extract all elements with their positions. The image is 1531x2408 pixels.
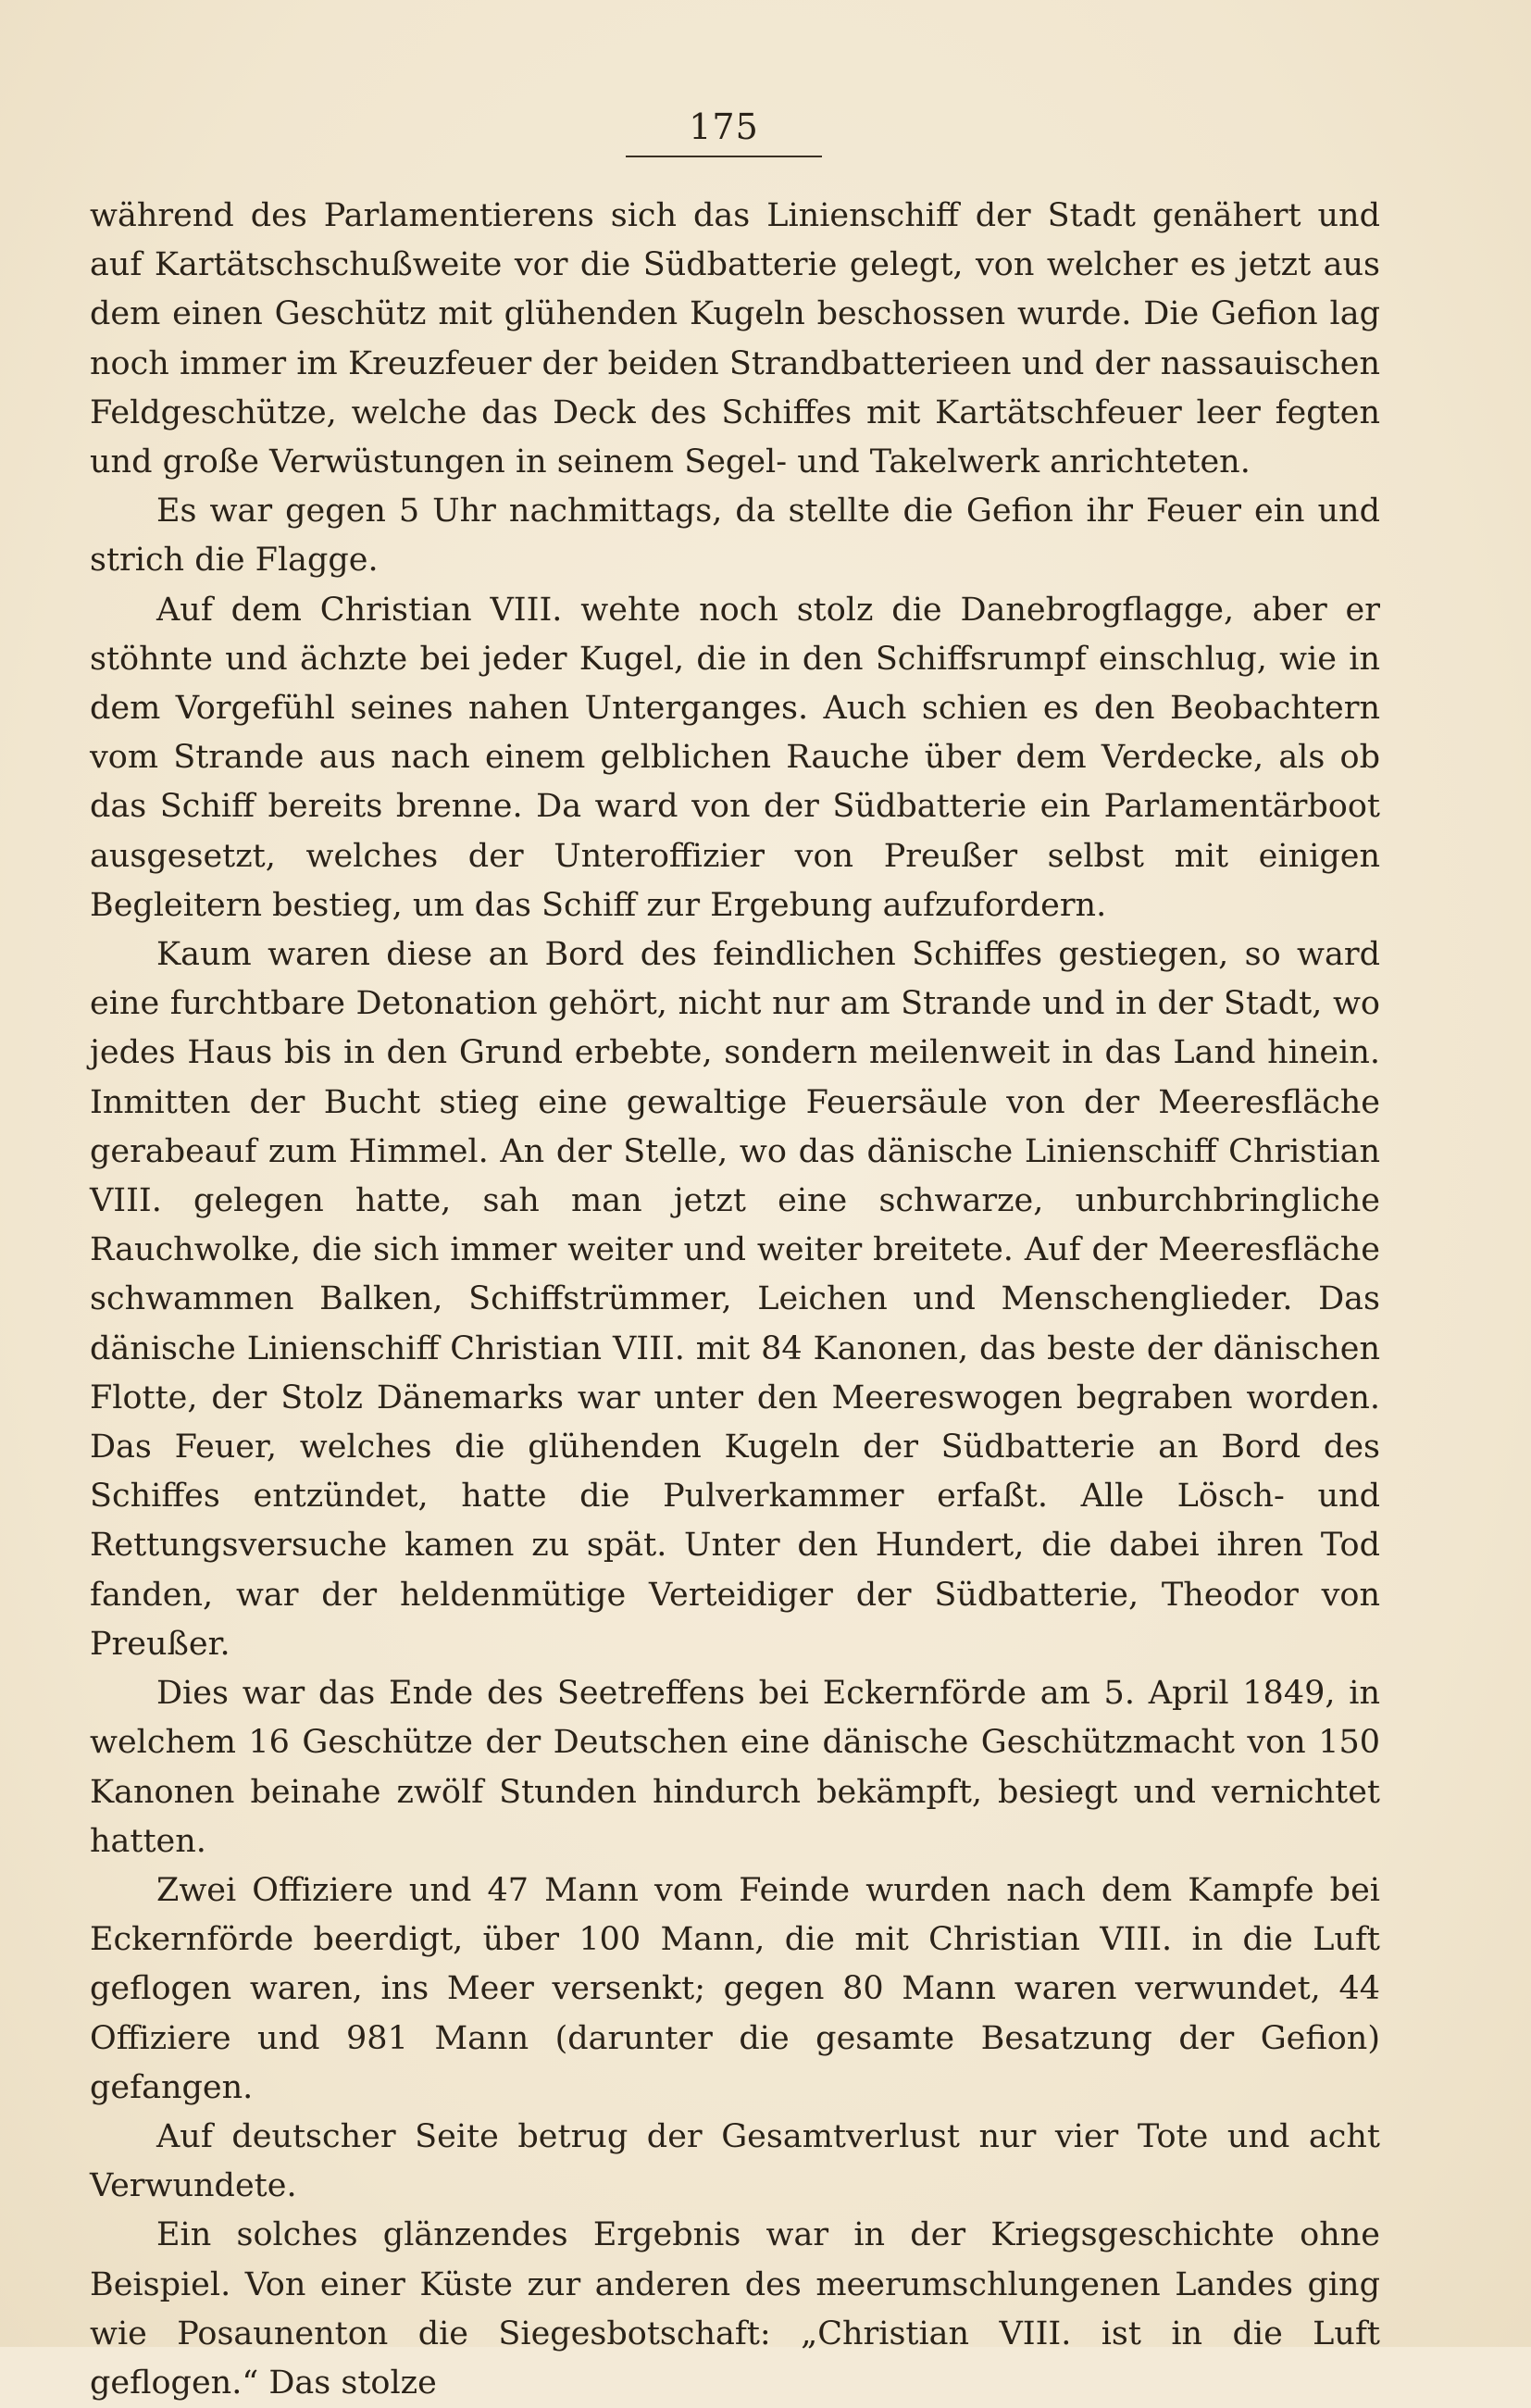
paragraph: Kaum waren diese an Bord des feindlichen Schiffes gestiegen, so ward eine furchtbare Detonation gehört, nicht nur am Strande und in der Stadt, wo jedes Haus bis in den Grund erbebte, sondern meilenweit in das Land hinein. Inmitten der Bucht stieg eine gewaltige Feuersäule von der Meeresfläche gerabeauf zum Himmel. An der Stelle, wo das dänische Linienschiff Christian VIII. gelegen hatte, sah man jetzt eine schwarze, unburchbringliche Rauchwolke, die sich immer weiter und weiter breitete. Auf der Meeresfläche schwammen Balken, Schiffstrümmer, Leichen und Menschenglieder. Das dänische Linienschiff Christian VIII. mit 84 Kanonen, das beste der dänischen Flotte, der Stolz Dänemarks war unter den Meereswogen begraben worden. Das Feuer, welches die glühenden Kugeln der Südbatterie an Bord des Schiffes entzündet, hatte die Pulverkammer erfaßt. Alle Lösch- und Rettungsversuche kamen zu spät. Unter den Hundert, die dabei ihren Tod fanden, war der heldenmütige Verteidiger der Südbatterie, Theodor von Preußer.	[90, 936, 1380, 1663]
paragraph: Auf deutscher Seite betrug der Gesamtverlust nur vier Tote und acht Verwundete.	[90, 2117, 1380, 2205]
paragraph: Ein solches glänzendes Ergebnis war in der Kriegsgeschichte ohne Beispiel. Von einer Küste zur anderen des meerumschlungenen Landes ging wie Posaunenton die Siegesbotschaft: „Christian VIII. ist in die Luft geflogen.“ Das stolze	[90, 2216, 1380, 2402]
paragraph: Auf dem Christian VIII. wehte noch stolz die Danebrogflagge, aber er stöhnte und ächzte bei jeder Kugel, die in den Schiffsrumpf einschlug, wie in dem Vorgefühl seines nahen Unterganges. Auch schien es den Beobachtern vom Strande aus nach einem gelblichen Rauche über dem Verdecke, als ob das Schiff bereits brenne. Da ward von der Südbatterie ein Parlamentärboot ausgesetzt, welches der Unteroffizier von Preußer selbst mit einigen Begleitern bestieg, um das Schiff zur Ergebung aufzufordern.	[90, 591, 1380, 924]
paragraph: Zwei Offiziere und 47 Mann vom Feinde wurden nach dem Kampfe bei Eckernförde beerdigt, über 100 Mann, die mit Christian VIII. in die Luft geflogen waren, ins Meer versenkt; gegen 80 Mann waren verwundet, 44 Offiziere und 981 Mann (darunter die gesamte Besatzung der Gefion) gefangen.	[90, 1871, 1380, 2106]
paragraph-continuation: während des Parlamentierens sich das Linienschiff der Stadt genähert und auf Kartätschschußweite vor die Südbatterie gelegt, von welcher es jetzt aus dem einen Geschütz mit glühenden Kugeln beschossen wurde. Die Gefion lag noch immer im Kreuzfeuer der beiden Strandbatterieen und der nassauischen Feldgeschütze, welche das Deck des Schiffes mit Kartätschfeuer leer fegten und große Verwüstungen in seinem Segel- und Takelwerk anrichteten.	[90, 197, 1380, 481]
page-number: 175	[689, 106, 759, 147]
page-header	[626, 104, 822, 157]
paragraph: Dies war das Ende des Seetreffens bei Eckernförde am 5. April 1849, in welchem 16 Geschütze der Deutschen eine dänische Geschützmacht von 150 Kanonen beinahe zwölf Stunden hindurch bekämpft, besiegt und vernichtet hatten.	[90, 1675, 1380, 1860]
header-rule	[626, 156, 822, 157]
body-text	[90, 192, 1380, 2408]
paragraph: Es war gegen 5 Uhr nachmittags, da stellte die Gefion ihr Feuer ein und strich die Flagge.	[90, 493, 1380, 580]
